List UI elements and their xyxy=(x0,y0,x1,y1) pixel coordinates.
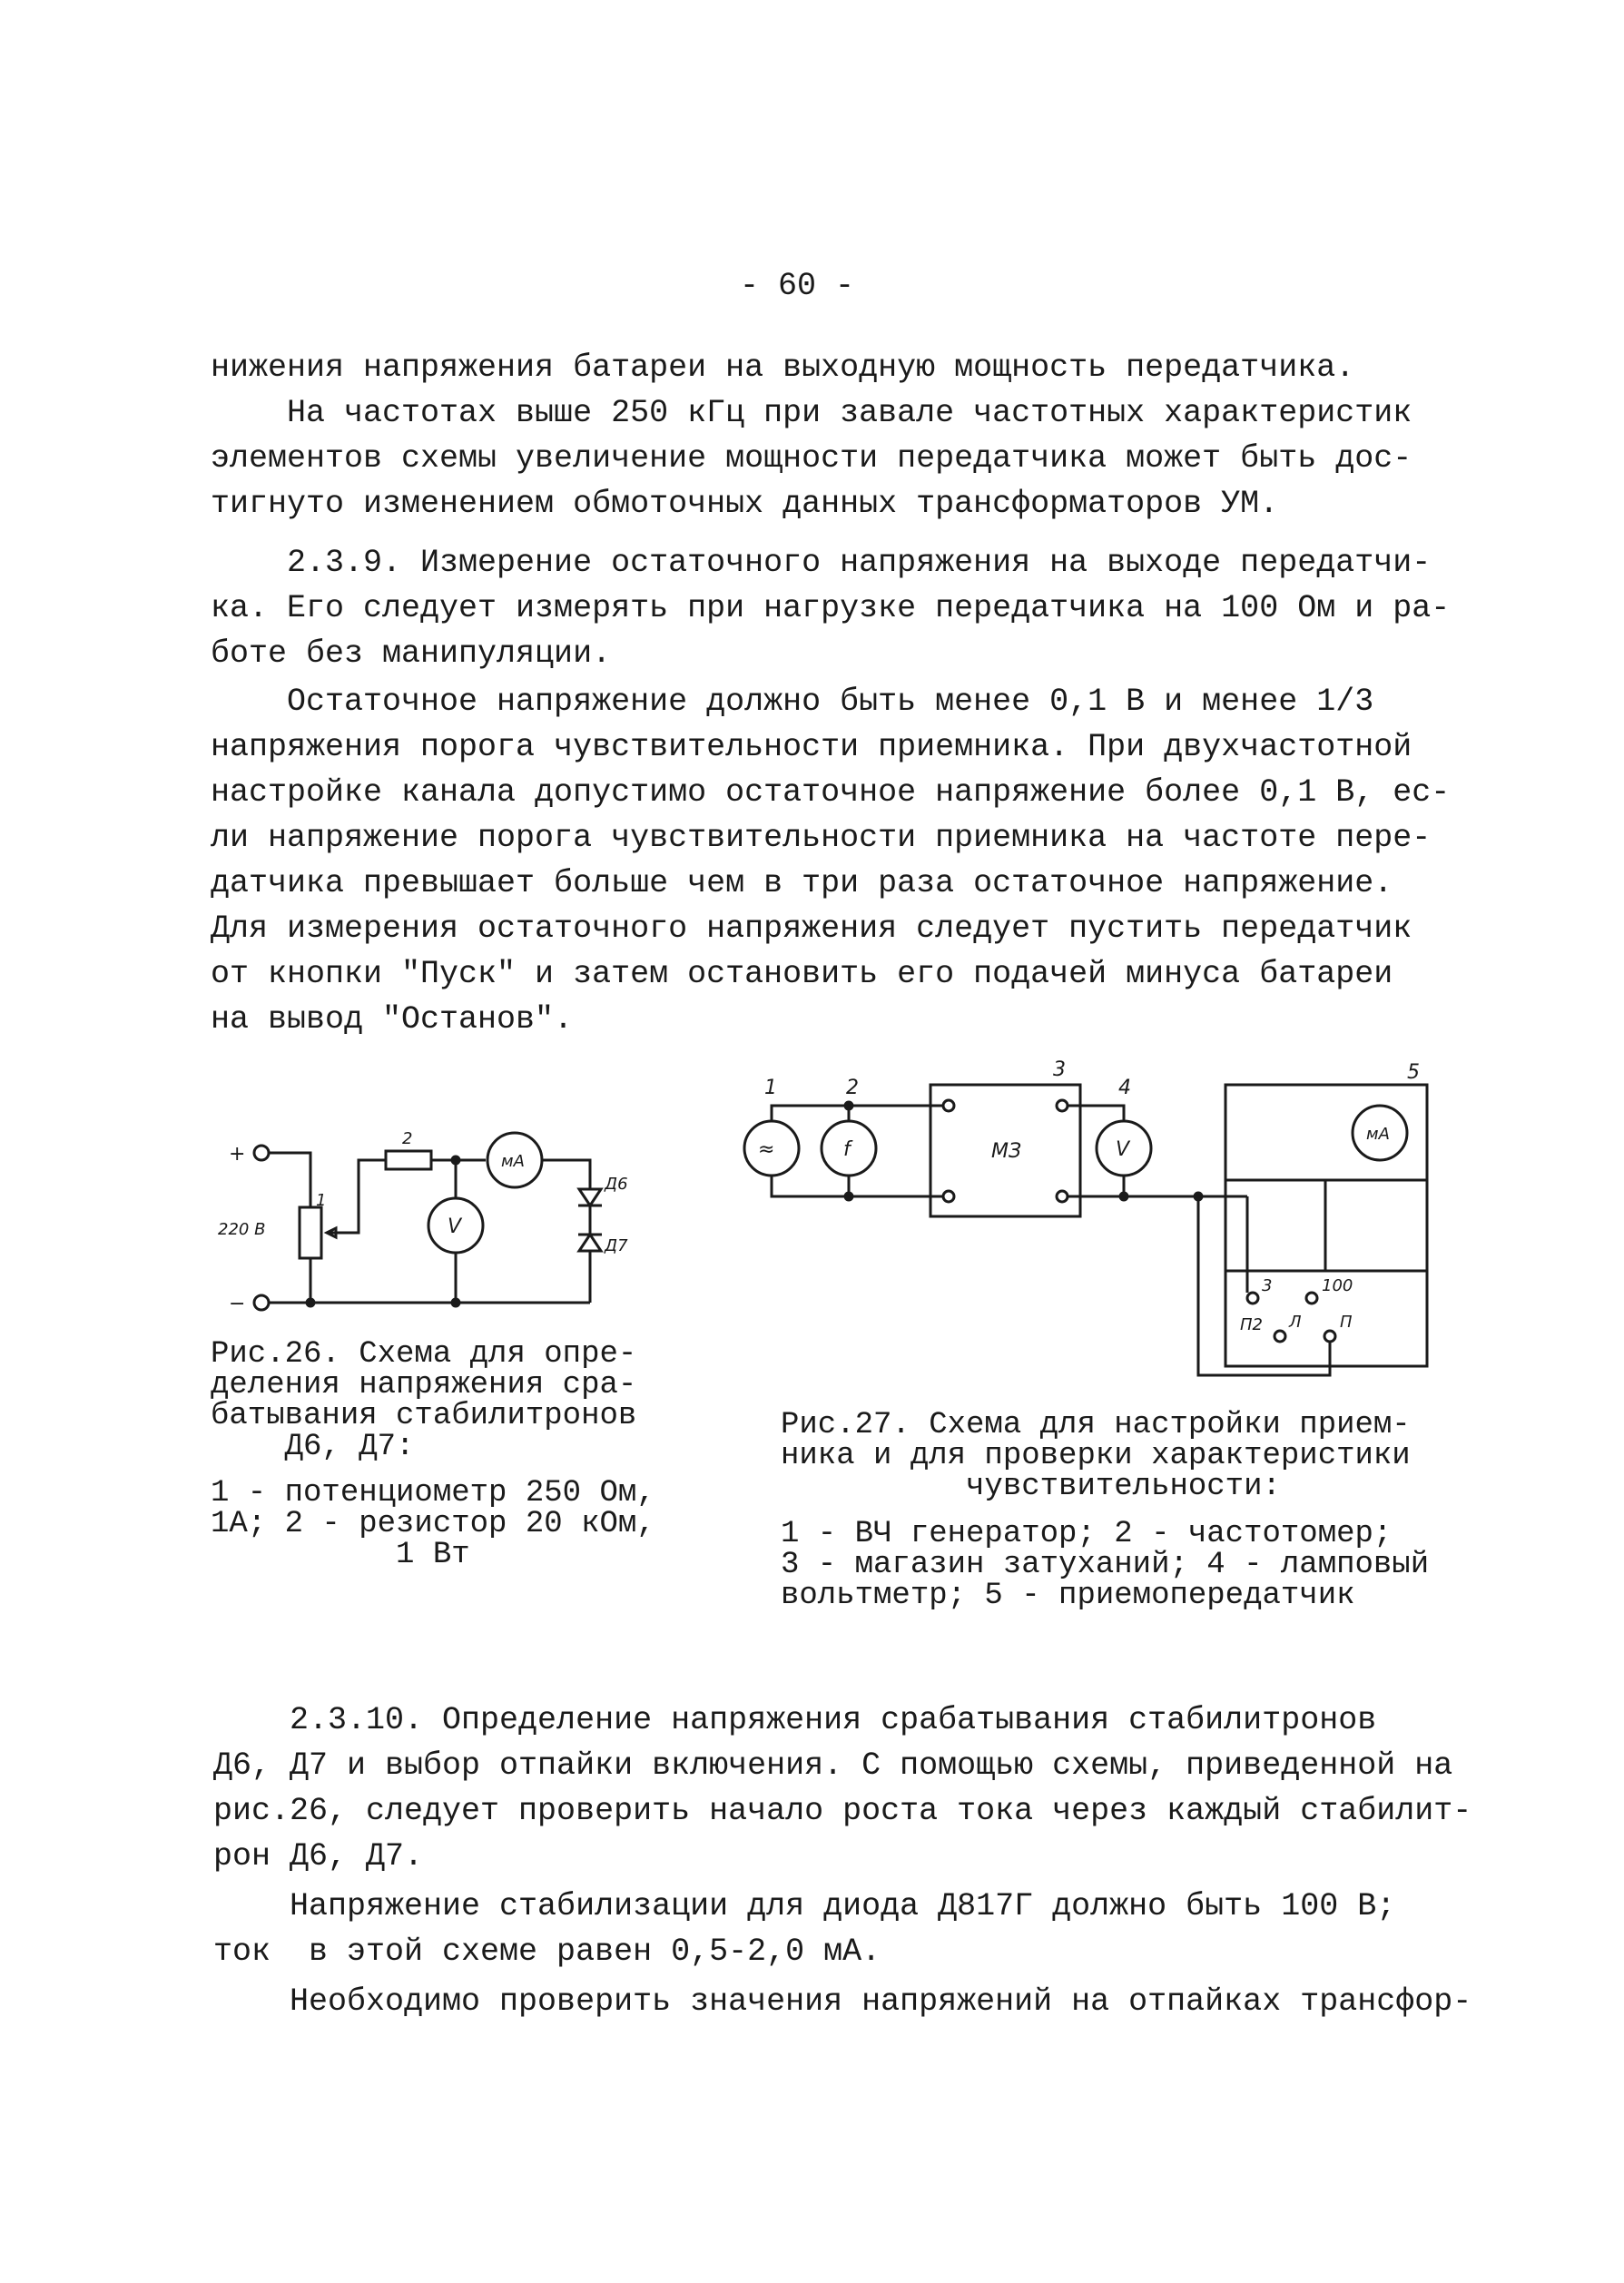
voltage-label: 220 В xyxy=(218,1220,266,1239)
potentiometer xyxy=(300,1207,321,1258)
d6-label: Д6 xyxy=(605,1175,628,1194)
text-line: от кнопки "Пуск" и затем остановить его подачей минуса батареи xyxy=(211,956,1393,992)
milliammeter-label: мА xyxy=(501,1152,525,1171)
text-line: настройке канала допустимо остаточное напряжение более 0,1 В, ес- xyxy=(211,774,1451,811)
diode-d7-icon xyxy=(579,1235,601,1251)
frequency-symbol: f xyxy=(843,1138,851,1161)
caption-line: деления напряжения сра- xyxy=(211,1368,637,1402)
caption-line: батывания стабилитронов xyxy=(211,1399,637,1433)
contact-100-label: 100 xyxy=(1322,1276,1353,1295)
label-2: 2 xyxy=(402,1129,413,1148)
caption-line: 3 - магазин затуханий; 4 - ламповый xyxy=(781,1548,1430,1582)
transceiver-ma-label: мА xyxy=(1366,1125,1390,1144)
text-line: На частотах выше 250 кГц при завале частотных характеристик xyxy=(211,395,1412,431)
caption-line: Д6, Д7: xyxy=(211,1430,415,1464)
plus-terminal xyxy=(254,1146,269,1160)
text-line: 2.3.10. Определение напряжения срабатывания стабилитронов xyxy=(213,1702,1377,1738)
caption-line: 1 - ВЧ генератор; 2 - частотомер; xyxy=(781,1517,1393,1551)
text-line: Напряжение стабилизации для диода Д817Г должно быть 100 В; xyxy=(213,1888,1396,1924)
diode-d6-icon xyxy=(579,1189,601,1205)
switch-p2-label: П2 xyxy=(1240,1315,1263,1334)
label-2: 2 xyxy=(846,1077,859,1099)
text-line: рон Д6, Д7. xyxy=(213,1838,424,1875)
figure-26-diagram xyxy=(218,1098,654,1325)
caption-line: Рис.27. Схема для настройки прием- xyxy=(781,1408,1411,1442)
label-1: 1 xyxy=(764,1077,777,1099)
text-line: элементов схемы увеличение мощности передатчика может быть дос- xyxy=(211,440,1412,477)
text-line: нижения напряжения батареи на выходную мощность передатчика. xyxy=(211,349,1355,386)
text-line: датчика превышает больше чем в три раза остаточное напряжение. xyxy=(211,865,1393,901)
contact-p-label: П xyxy=(1340,1313,1353,1332)
label-3: 3 xyxy=(1053,1058,1066,1081)
label-1: 1 xyxy=(316,1191,327,1210)
caption-line: ника и для проверки характеристики xyxy=(781,1439,1411,1473)
generator-symbol: ≈ xyxy=(758,1138,775,1161)
text-line: 2.3.9. Измерение остаточного напряжения на выходе передатчи- xyxy=(211,545,1432,581)
resistor xyxy=(386,1151,431,1169)
tube-voltmeter-label: V xyxy=(1116,1138,1130,1161)
label-5: 5 xyxy=(1407,1061,1420,1084)
contact-3-label: 3 xyxy=(1262,1276,1273,1295)
text-line: напряжения порога чувствительности приемника. При двухчастотной xyxy=(211,729,1412,765)
text-line: Необходимо проверить значения напряжений на отпайках трансфор- xyxy=(213,1983,1472,2020)
d7-label: Д7 xyxy=(605,1236,628,1255)
minus-label: − xyxy=(229,1293,246,1315)
caption-line: Рис.26. Схема для опре- xyxy=(211,1337,637,1372)
text-line: ли напряжение порога чувствительности приемника на частоте пере- xyxy=(211,820,1432,856)
caption-line: чувствительности: xyxy=(781,1470,1281,1504)
caption-line: 1 Вт xyxy=(211,1538,470,1572)
text-line: Для измерения остаточного напряжения следует пустить передатчик xyxy=(211,910,1412,947)
text-line: тигнуто изменением обмоточных данных трансформаторов УМ. xyxy=(211,486,1279,522)
label-4: 4 xyxy=(1118,1077,1131,1099)
text-line: Д6, Д7 и выбор отпайки включения. С помощью схемы, приведенной на xyxy=(213,1747,1453,1784)
caption-line: 1А; 2 - резистор 20 кОм, xyxy=(211,1507,655,1541)
caption-line: вольтметр; 5 - приемопередатчик xyxy=(781,1579,1355,1613)
attenuator-label: МЗ xyxy=(991,1140,1022,1163)
page-number: - 60 - xyxy=(740,268,855,304)
text-line: ка. Его следует измерять при нагрузке передатчика на 100 Ом и ра- xyxy=(211,590,1451,626)
text-line: Остаточное напряжение должно быть менее 0,1 В и менее 1/3 xyxy=(211,684,1374,720)
text-line: на вывод "Останов". xyxy=(211,1001,574,1038)
voltmeter-label: V xyxy=(448,1215,462,1238)
text-line: рис.26, следует проверить начало роста тока через каждый стабилит- xyxy=(213,1793,1472,1829)
text-line: боте без манипуляции. xyxy=(211,635,612,672)
caption-line: 1 - потенциометр 250 Ом, xyxy=(211,1476,655,1511)
minus-terminal xyxy=(254,1295,269,1310)
figure-27-diagram xyxy=(744,1053,1434,1398)
text-line: ток в этой схеме равен 0,5-2,0 мА. xyxy=(213,1934,881,1970)
contact-l-label: Л xyxy=(1289,1313,1302,1332)
plus-label: + xyxy=(229,1143,246,1166)
